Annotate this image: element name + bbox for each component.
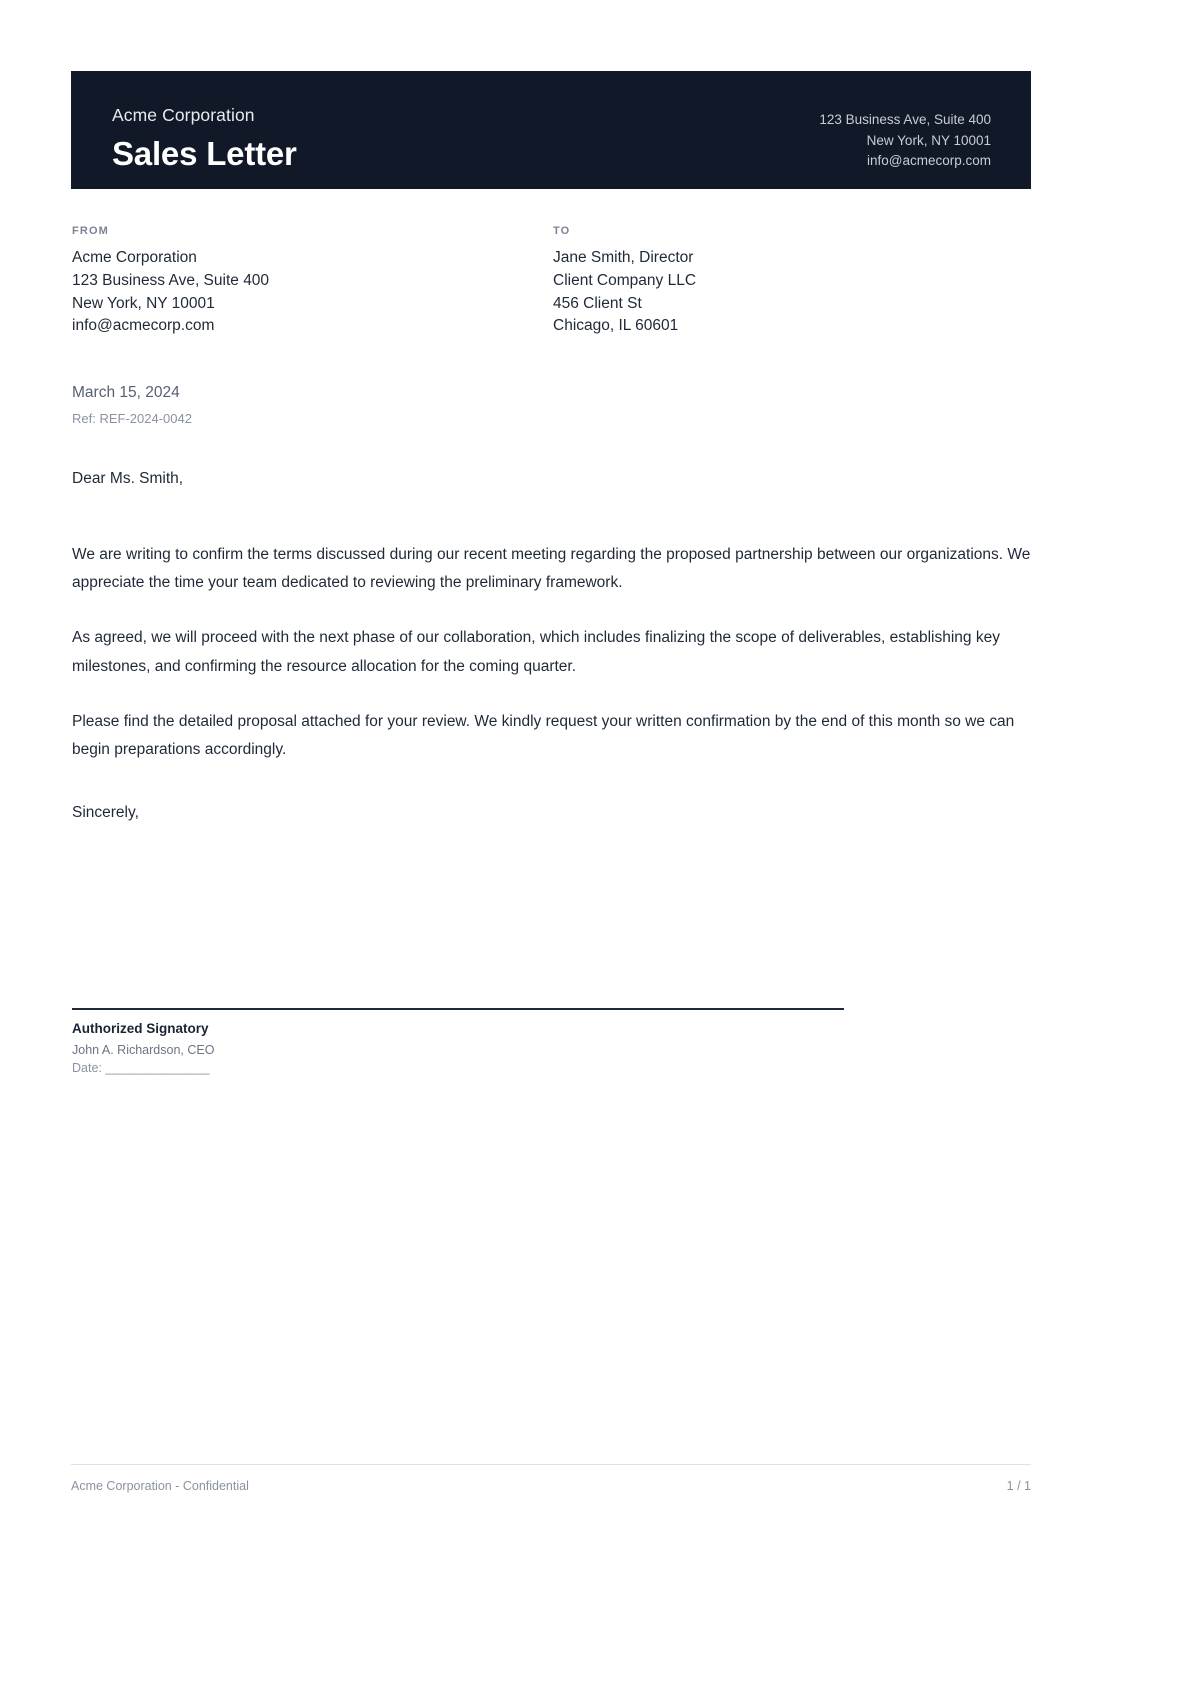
closing-line: Sincerely, [72,804,139,821]
header-contact-email: info@acmecorp.com [867,153,991,169]
body-paragraph: As agreed, we will proceed with the next phase of our collaboration, which includes finalizing the scope of deliverables, establishing key milestones, and confirming the resource allocation for the coming quarter. [72,629,1000,675]
signature-block [72,1008,844,1078]
header-contact-block [819,105,991,172]
letter-date: March 15, 2024 [72,384,180,401]
from-line: info@acmecorp.com [72,317,215,335]
signature-name: John A. Richardson, CEO [72,1042,215,1057]
salutation: Dear Ms. Smith, [72,470,184,487]
signature-title: Authorized Signatory [72,1021,209,1036]
from-address-block [71,225,551,338]
body-paragraph: We are writing to confirm the terms discussed during our recent meeting regarding the proposed partnership between our organizations. We appreciate the time your team dedicated to reviewing the preliminary framework. [72,546,1031,592]
header-identity [112,105,297,174]
from-line: Acme Corporation [72,249,197,266]
to-line: Chicago, IL 60601 [553,317,679,335]
to-label: TO [553,225,571,237]
to-line: 456 Client St [553,294,642,312]
letter-meta [72,383,672,427]
address-row [71,225,1031,338]
signature-date-line: Date: _______________ [72,1061,210,1076]
letter-reference: Ref: REF-2024-0042 [72,410,192,426]
header-contact-street: 123 Business Ave, Suite 400 [819,112,991,127]
to-address-block [551,225,1031,338]
letter-header [71,71,1031,189]
footer-page-indicator: 1 / 1 [1006,1479,1031,1493]
letter-sheet [71,0,1031,1683]
from-line: 123 Business Ave, Suite 400 [72,271,270,289]
page-footer [71,1464,1031,1493]
to-line: Jane Smith, Director [553,249,694,266]
body-paragraph: Please find the detailed proposal attached for your review. We kindly request your written confirmation by the end of this month so we can begin preparations accordingly. [72,712,1015,759]
footer-confidentiality: Acme Corporation - Confidential [71,1479,249,1493]
document-title: Sales Letter [112,134,297,172]
from-label: FROM [72,225,109,237]
letter-body [72,541,1034,764]
to-line: Client Company LLC [553,271,697,289]
from-line: New York, NY 10001 [72,294,215,312]
header-contact-city: New York, NY 10001 [866,132,991,148]
company-name: Acme Corporation [112,105,255,125]
signature-rule [72,1008,844,1010]
